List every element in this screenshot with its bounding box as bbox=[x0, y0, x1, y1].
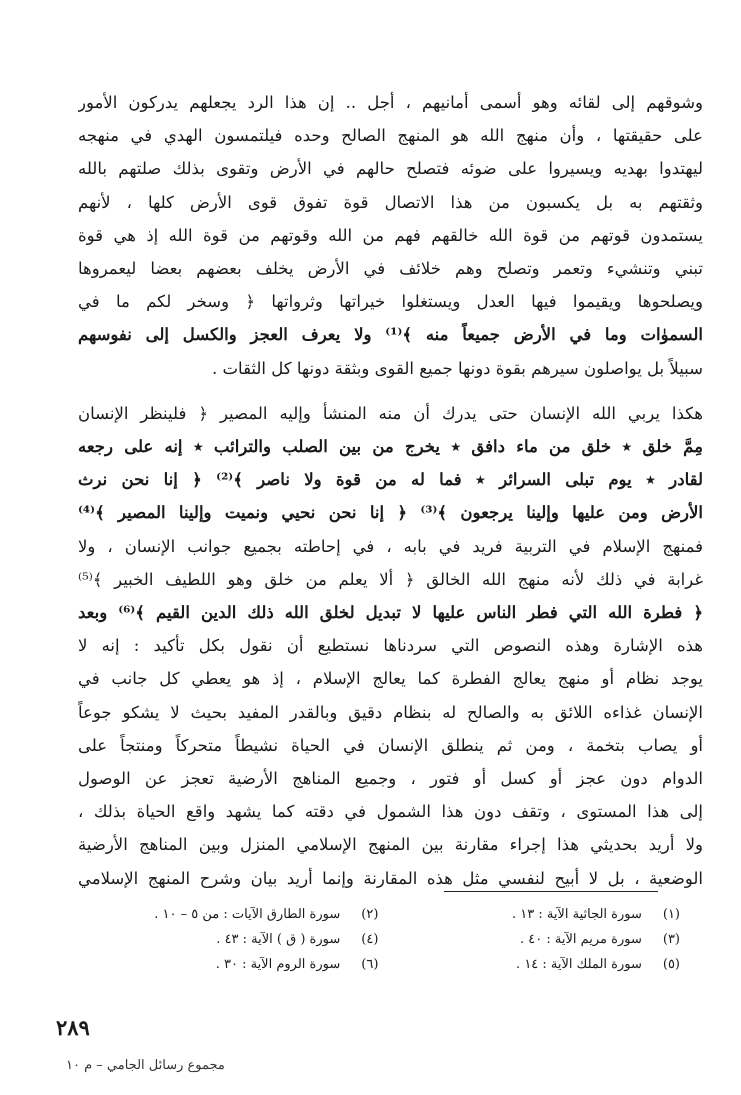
text-line: يستمدون قوتهم من قوة الله خالقهم فهم من الله وقوتهم من قوة الله إذ هي قوة bbox=[78, 225, 703, 245]
text-line: مِمَّ خلق ٭ خلق من ماء دافق ٭ يخرج من بين الصلب والترائب ٭ إنه على رجعه bbox=[78, 437, 703, 457]
main-text bbox=[78, 86, 703, 895]
footnote-row bbox=[100, 952, 680, 977]
text-line: لقادر ٭ يوم تبلى السرائر ٭ فما له من قوة ولا ناصر ﴾⁽²⁾ ﴿ إنا نحن نرث bbox=[78, 470, 703, 490]
text-line: يوجد نظام أو منهج يعالج الفطرة كما يعالج الإسلام ، إذ هو يعطي كل جانب في bbox=[78, 669, 703, 689]
text-line: الإنسان غذاءه اللائق به والصالح له بنظام دقيق وبالقدر المفيد بحيث لا يشكو جوعاً bbox=[78, 702, 703, 722]
text-line: الوضعية ، بل لا أبيح لنفسي مثل هذه المقارنة وإنما أريد بيان وشرح المنهج الإسلامي bbox=[78, 868, 703, 888]
footnote-number: (٦) bbox=[361, 957, 379, 972]
footnote bbox=[100, 927, 378, 952]
text-line: ويصلحوها ويقيموا فيها العدل ويستغلوا خيراتها وثرواتها ﴿ وسخر لكم ما في bbox=[78, 292, 703, 312]
paragraph-gap bbox=[78, 385, 703, 397]
text-line: ﴿ فطرة الله التي فطر الناس عليها لا تبديل لخلق الله ذلك الدين القيم ﴾⁽⁶⁾ وبعد bbox=[78, 603, 703, 623]
text-line: ليهتدوا بهديه ويسيروا على ضوئه فتصلح حالهم في الأرض وتقوى بذلك صلتهم بالله bbox=[78, 159, 703, 179]
text-line: إلى هذا المستوى ، وتقف دون هذا الشمول في دقته كما يشهد واقع الحياة بذلك ، bbox=[78, 802, 703, 822]
footnote-number: (١) bbox=[662, 907, 680, 922]
footnote-text: سورة مريم الآية : ٤٠ . bbox=[519, 932, 642, 947]
text-line: وثقتهم به بل يكسبون من هذا الاتصال قوة تفوق قوى الأرض كلها ، لأنهم bbox=[78, 192, 703, 212]
text-line: سبيلاً بل يواصلون سيرهم بقوة دونها جميع القوى وبثقة دونها كل الثقات . bbox=[212, 358, 703, 378]
text-line: فمنهج الإسلام في التربية فريد في بابه ، في إحاطته بجميع جوانب الإنسان ، ولا bbox=[78, 536, 703, 556]
text-line: غرابة في ذلك لأنه منهج الله الخالق ﴿ ألا يعلم من خلق وهو اللطيف الخبير ﴾⁽⁵⁾ bbox=[78, 569, 703, 589]
footnote bbox=[402, 927, 680, 952]
volume-signature: مجموع رسائل الجامي – م ١٠ bbox=[66, 1058, 225, 1073]
text-line: على حقيقتها ، وأن منهج الله هو المنهج الصالح وحده فيلتمسون الهدي في منهجه bbox=[78, 126, 703, 146]
footnote-number: (٥) bbox=[662, 957, 680, 972]
footnote-text: سورة الروم الآية : ٣٠ . bbox=[215, 957, 341, 972]
footnote-row bbox=[100, 902, 680, 927]
text-line: أو يصاب بتخمة ، ومن ثم ينطلق الإنسان في الحياة نشيطاً متحركاً ومنتجاً على bbox=[78, 735, 703, 755]
text-line: تبني وتنشيء وتعمر وتصلح وهم خلائف في الأرض يخلف بعضهم بعضا ليعمروها bbox=[78, 259, 703, 279]
footnote-text: سورة ( ق ) الآية : ٤٣ . bbox=[216, 932, 341, 947]
text-line: السموٰات وما في الأرض جميعاً منه ﴾⁽¹⁾ ولا يعرف العجز والكسل إلى نفوسهم bbox=[78, 325, 703, 345]
footnote-number: (٤) bbox=[361, 932, 379, 947]
footnote bbox=[402, 952, 680, 977]
footnote-number: (٣) bbox=[662, 932, 680, 947]
footnote bbox=[402, 902, 680, 927]
footnote-text: سورة الملك الآية : ١٤ . bbox=[516, 957, 642, 972]
text-line: هكذا يربي الله الإنسان حتى يدرك أن منه المنشأ وإليه المصير ﴿ فلينظر الإنسان bbox=[78, 403, 703, 423]
footnote-divider bbox=[444, 891, 658, 892]
footnote-text: سورة الجاثية الآية : ١٣ . bbox=[511, 907, 642, 922]
footnote-text: سورة الطارق الآيات : من ٥ – ١٠ . bbox=[154, 907, 341, 922]
footnote-row bbox=[100, 927, 680, 952]
footnotes bbox=[100, 902, 680, 977]
text-line: وشوقهم إلى لقائه وهو أسمى أمانيهم ، أجل .. إن هذا الرد يجعلهم يدركون الأمور bbox=[78, 93, 703, 112]
footnote bbox=[100, 952, 378, 977]
text-line: الدوام دون عجز أو كسل أو فتور ، وجميع المناهج الأرضية تعجز عن الوصول bbox=[78, 769, 703, 789]
page-number: ٢٨٩ bbox=[56, 1015, 90, 1040]
footnote bbox=[100, 902, 378, 927]
text-line: هذه الإشارة وهذه النصوص التي سردناها نستطيع أن نقول بكل تأكيد : إنه لا bbox=[78, 636, 703, 656]
footnote-number: (٢) bbox=[361, 907, 379, 922]
text-line: الأرض ومن عليها وإلينا يرجعون ﴾⁽³⁾ ﴿ إنا نحن نحيي ونميت وإلينا المصير ﴾⁽⁴⁾ bbox=[78, 503, 703, 523]
text-line: ولا أريد بحديثي هذا إجراء مقارنة بين المنهج الإسلامي المنزل وبين المناهج الأرضية bbox=[78, 835, 703, 855]
